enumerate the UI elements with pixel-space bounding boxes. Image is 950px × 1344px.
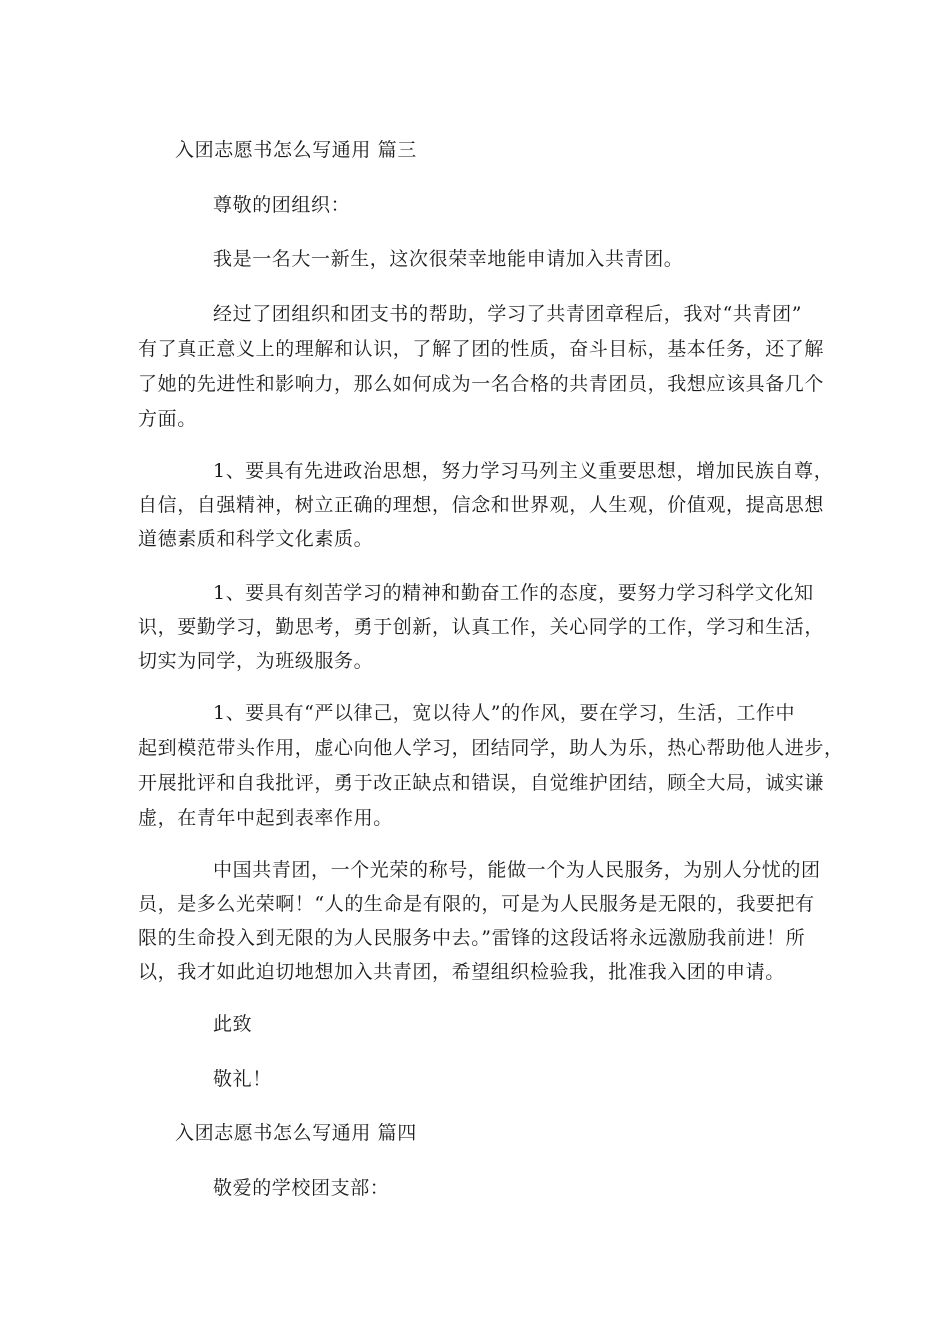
sign-off-salute: 敬礼！ (213, 1068, 272, 1090)
paragraph-line: 切实为同学，为班级服务。 (138, 650, 374, 672)
salutation: 敬爱的学校团支部： (213, 1177, 390, 1199)
section-heading-four: 入团志愿书怎么写通用 篇四 (175, 1122, 417, 1144)
paragraph-line: 了她的先进性和影响力，那么如何成为一名合格的共青团员，我想应该具备几个 (138, 373, 825, 395)
paragraph-line: 方面。 (138, 408, 197, 430)
paragraph-line: 识，要勤学习，勤思考，勇于创新，认真工作，关心同学的工作，学习和生活， (138, 616, 825, 638)
salutation: 尊敬的团组织： (213, 194, 351, 216)
paragraph-line: 员，是多么光荣啊！“人的生命是有限的，可是为人民服务是无限的，我要把有 (138, 893, 815, 915)
paragraph-line: 经过了团组织和团支书的帮助，学习了共青团章程后，我对“共青团” (213, 303, 803, 325)
paragraph-line: 限的生命投入到无限的为人民服务中去。”雷锋的这段话将永远激励我前进！所 (138, 927, 806, 949)
sign-off-greeting: 此致 (213, 1013, 253, 1035)
paragraph-line: 起到模范带头作用，虚心向他人学习，团结同学，助人为乐，热心帮助他人进步， (138, 737, 844, 759)
paragraph-line: 中国共青团，一个光荣的称号，能做一个为人民服务，为别人分忧的团 (213, 859, 821, 881)
paragraph-line: 开展批评和自我批评，勇于改正缺点和错误，自觉维护团结，顾全大局，诚实谦 (138, 772, 825, 794)
paragraph-line: 道德素质和科学文化素质。 (138, 528, 374, 550)
paragraph-line: 有了真正意义上的理解和认识，了解了团的性质，奋斗目标，基本任务，还了解 (138, 338, 825, 360)
paragraph-line: 自信，自强精神，树立正确的理想，信念和世界观，人生观，价值观，提高思想 (138, 494, 825, 516)
paragraph-line: 1、要具有“严以律己，宽以待人”的作风，要在学习，生活，工作中 (213, 702, 796, 724)
paragraph-line: 以，我才如此迫切地想加入共青团，希望组织检验我，批准我入团的申请。 (138, 961, 785, 983)
section-heading-three: 入团志愿书怎么写通用 篇三 (175, 139, 417, 161)
paragraph-line: 虚，在青年中起到表率作用。 (138, 807, 393, 829)
paragraph-line: 1、要具有刻苦学习的精神和勤奋工作的态度，要努力学习科学文化知 (213, 582, 814, 604)
paragraph-line: 1、要具有先进政治思想，努力学习马列主义重要思想，增加民族自尊， (213, 460, 834, 482)
intro-paragraph: 我是一名大一新生，这次很荣幸地能申请加入共青团。 (213, 248, 684, 270)
